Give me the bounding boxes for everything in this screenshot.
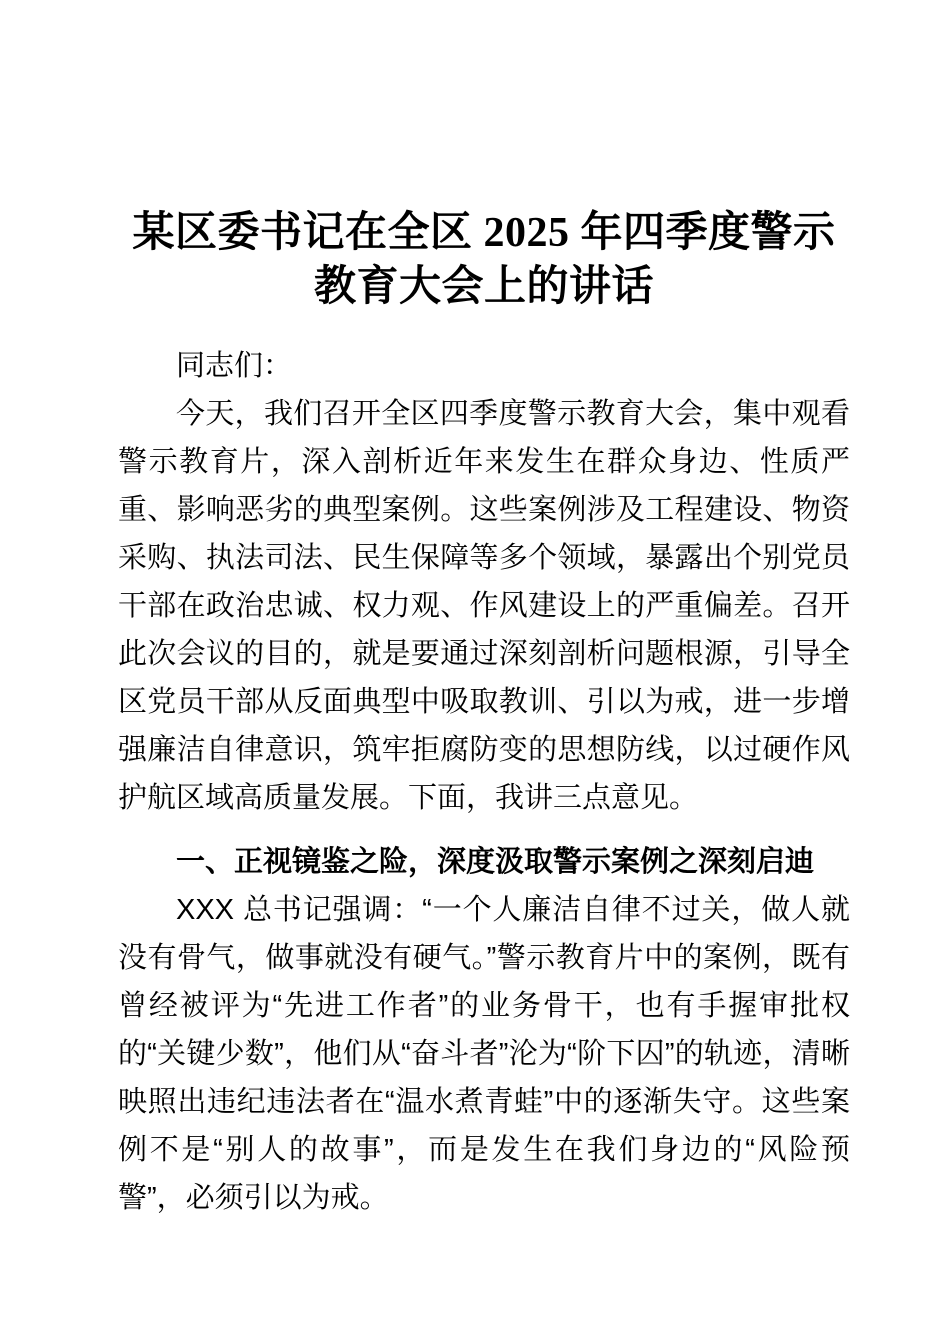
document-title-line-1: 某区委书记在全区 2025 年四季度警示 <box>132 210 836 257</box>
section-1-heading: 一、正视镜鉴之险，深度汲取警示案例之深刻启迪 <box>176 846 815 879</box>
document-body <box>118 342 850 1222</box>
document-title <box>118 206 850 314</box>
document-title-line-2: 教育大会上的讲话 <box>313 264 654 311</box>
intro-paragraph: 今天，我们召开全区四季度警示教育大会，集中观看警示教育片，深入剖析近年来发生在群众身边、性质严重、影响恶劣的典型案例。这些案例涉及工程建设、物资采购、执法司法、民生保障等多个领域，暴露出个别党员干部在政治忠诚、权力观、作风建设上的严重偏差。召开此次会议的目的，就是要通过深刻剖析问题根源，引导全区党员干部从反面典型中吸取教训、引以为戒，进一步增强廉洁自律意识，筑牢拒腐防变的思想防线，以过硬作风护航区域高质量发展。下面，我讲三点意见。 <box>118 398 850 815</box>
section-1-paragraph: XXX 总书记强调：“一个人廉洁自律不过关，做人就没有骨气，做事就没有硬气。”警示教育片中的案例，既有曾经被评为“先进工作者”的业务骨干，也有手握审批权的“关键少数”，他们从“奋斗者”沦为“阶下囚”的轨迹，清晰映照出违纪违法者在“温水煮青蛙”中的逐渐失守。这些案例不是“别人的故事”，而是发生在我们身边的“风险预警”，必须引以为戒。 <box>118 894 850 1215</box>
salutation: 同志们： <box>176 350 293 383</box>
